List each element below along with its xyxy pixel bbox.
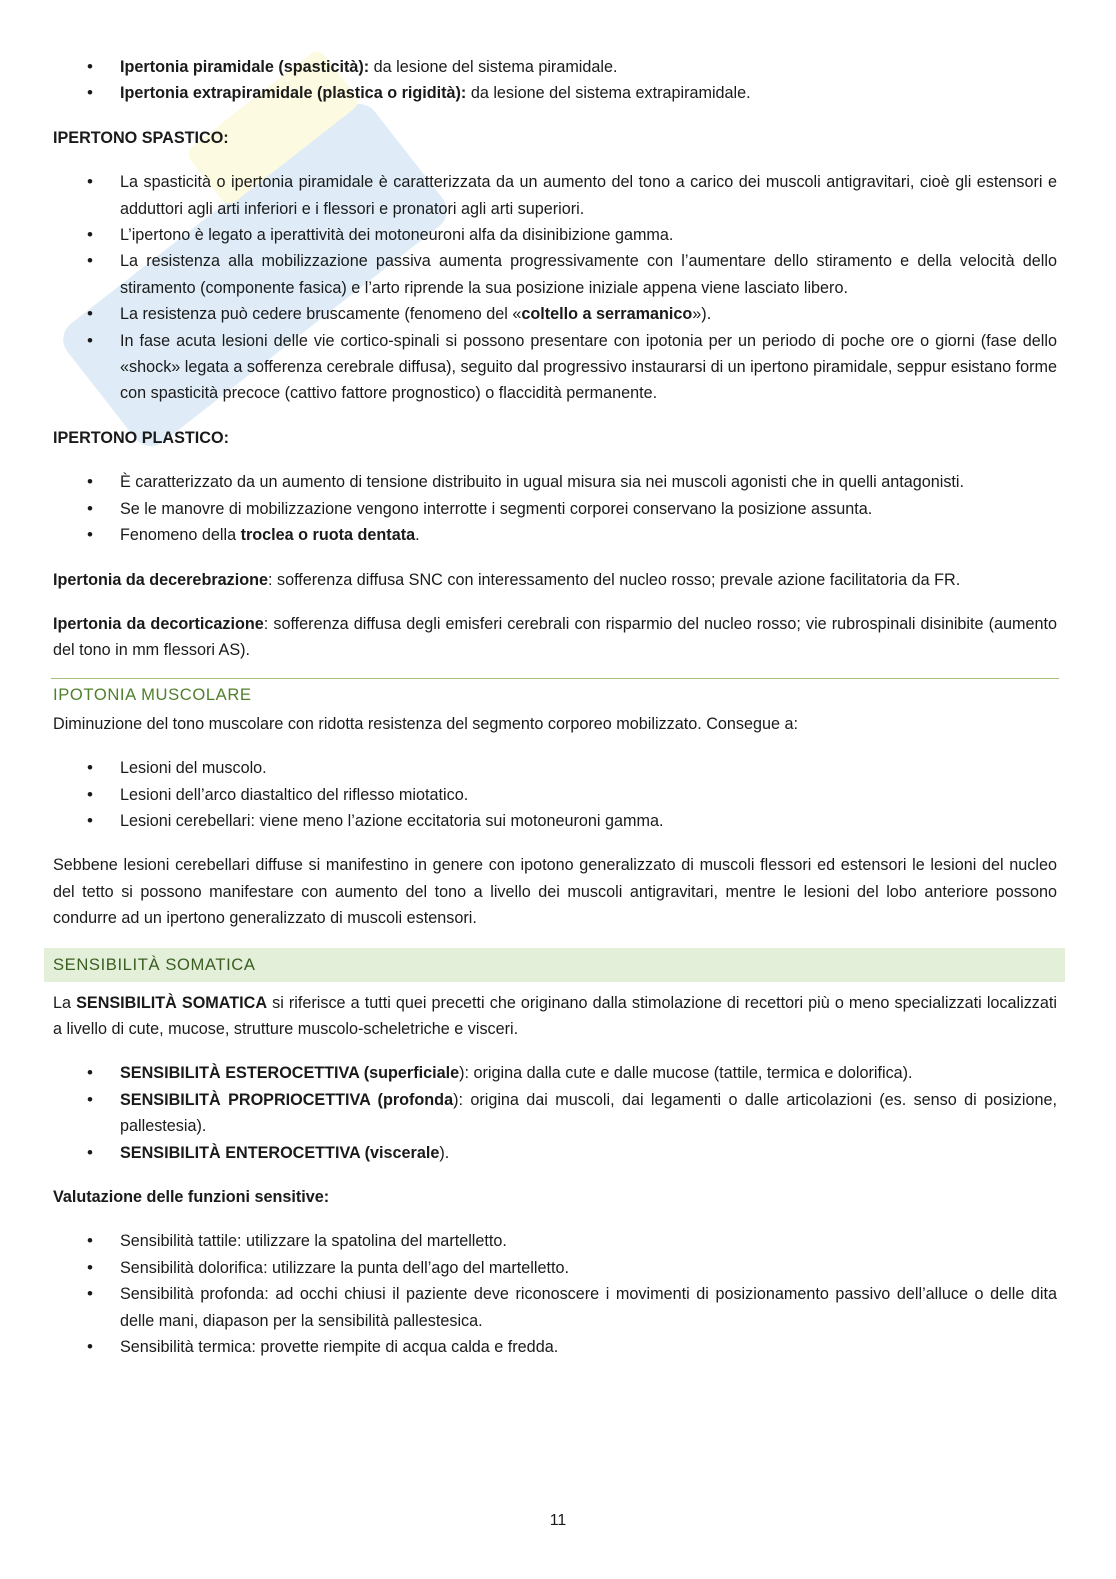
list-item: • La spasticità o ipertonia piramidale è caratterizzata da un aumento del tono a carico dei muscoli antigravitari, cioè gli estensori e adduttori agli arti inferiori e i flessori e pronatori agli arti superiori. — [53, 169, 1057, 222]
sensibilita-list — [53, 1060, 1057, 1166]
list-item: • SENSIBILITÀ ESTEROCETTIVA (superficiale): origina dalla cute e dalle mucose (tattile, termica e dolorifica). — [53, 1060, 1057, 1086]
list-item: • Sensibilità tattile: utilizzare la spatolina del martelletto. — [53, 1228, 1057, 1254]
section-title-ipotonia: IPOTONIA MUSCOLARE — [53, 684, 252, 704]
list-item: • La resistenza può cedere bruscamente (fenomeno del «coltello a serramanico»). — [53, 301, 1057, 327]
heading-ipertono-plastico: IPERTONO PLASTICO: — [53, 428, 229, 447]
ipotonia-list — [53, 755, 1057, 834]
list-item: • Ipertonia piramidale (spasticità): da lesione del sistema piramidale. — [53, 54, 1057, 80]
list-item: • SENSIBILITÀ PROPRIOCETTIVA (profonda): origina dai muscoli, dai legamenti o dalle articolazioni (es. senso di posizione, pallestesia). — [53, 1087, 1057, 1140]
paragraph-ipotonia-cerebellare: Sebbene lesioni cerebellari diffuse si manifestino in genere con ipotono generalizzato di muscoli flessori ed estensori le lesioni del nucleo del tetto si possono manifestare con aumento del tono a livello dei muscoli antigravitari, mentre le lesioni del lobo anteriore possono condurre ad un ipertono generalizzato di muscoli estensori. — [53, 856, 1057, 928]
list-item: • Ipertonia extrapiramidale (plastica o rigidità): da lesione del sistema extrapiramidale. — [53, 80, 1057, 106]
list-item: • Sensibilità termica: provette riempite di acqua calda e fredda. — [53, 1334, 1057, 1360]
valutazione-list — [53, 1228, 1057, 1360]
list-item: • In fase acuta lesioni delle vie cortico-spinali si possono presentare con ipotonia per un periodo di poche ore o giorni (fase dello «shock» legata a sofferenza cerebrale diffusa), seguito dal progressivo instaurarsi di un ipertono piramidale, seppur esistano forme con spasticità precoce (cattivo fattore prognostico) o flaccidità permanente. — [53, 328, 1057, 407]
heading-valutazione: Valutazione delle funzioni sensitive: — [53, 1188, 330, 1206]
heading-ipertono-spastico: IPERTONO SPASTICO: — [53, 128, 229, 147]
list-item: • Sensibilità profonda: ad occhi chiusi il paziente deve riconoscere i movimenti di posizionamento passivo dell’alluce o delle dita delle mani, diapason per la sensibilità pallestesica. — [53, 1281, 1057, 1334]
list-item: • Fenomeno della troclea o ruota dentata. — [53, 522, 1057, 548]
list-item: • È caratterizzato da un aumento di tensione distribuito in ugual misura sia nei muscoli agonisti che in quelli antagonisti. — [53, 469, 1057, 495]
list-item: • SENSIBILITÀ ENTEROCETTIVA (viscerale). — [53, 1140, 1057, 1166]
page-content — [53, 54, 1057, 1360]
page-number: 11 — [549, 1512, 567, 1529]
paragraph-ipotonia-intro: Diminuzione del tono muscolare con ridotta resistenza del segmento corporeo mobilizzato. Consegue a: — [53, 714, 799, 733]
section-title-sensibilita: SENSIBILITÀ SOMATICA — [44, 948, 1065, 982]
plastico-list — [53, 469, 1057, 548]
list-item: • Sensibilità dolorifica: utilizzare la punta dell’ago del martelletto. — [53, 1255, 1057, 1281]
paragraph-sensibilita-intro: La SENSIBILITÀ SOMATICA si riferisce a tutti quei precetti che originano dalla stimolazione di recettori più o meno specializzati localizzati a livello di cute, mucose, strutture muscolo-scheletriche e visceri. — [53, 993, 1057, 1038]
list-item: • Lesioni dell’arco diastaltico del riflesso miotatico. — [53, 782, 1057, 808]
list-item: • Lesioni cerebellari: viene meno l’azione eccitatoria sui motoneuroni gamma. — [53, 808, 1057, 834]
list-item: • Lesioni del muscolo. — [53, 755, 1057, 781]
list-item: • Se le manovre di mobilizzazione vengono interrotte i segmenti corporei conservano la posizione assunta. — [53, 496, 1057, 522]
list-item: • L’ipertono è legato a iperattività dei motoneuroni alfa da disinibizione gamma. — [53, 222, 1057, 248]
list-item: • La resistenza alla mobilizzazione passiva aumenta progressivamente con l’aumentare dello stiramento e della velocità dello stiramento (componente fasica) e l’arto riprende la sua posizione iniziale appena viene lasciato libero. — [53, 248, 1057, 301]
paragraph-decerebrazione: Ipertonia da decerebrazione: sofferenza diffusa SNC con interessamento del nucleo rosso; prevale azione facilitatoria da FR. — [53, 570, 961, 589]
section-divider — [51, 678, 1059, 679]
ipertonia-types-list — [53, 54, 1057, 107]
paragraph-decorticazione: Ipertonia da decorticazione: sofferenza diffusa degli emisferi cerebrali con risparmio del nucleo rosso; vie rubrospinali disinibite (aumento del tono in mm flessori AS). — [53, 614, 1057, 660]
spastico-list — [53, 169, 1057, 407]
